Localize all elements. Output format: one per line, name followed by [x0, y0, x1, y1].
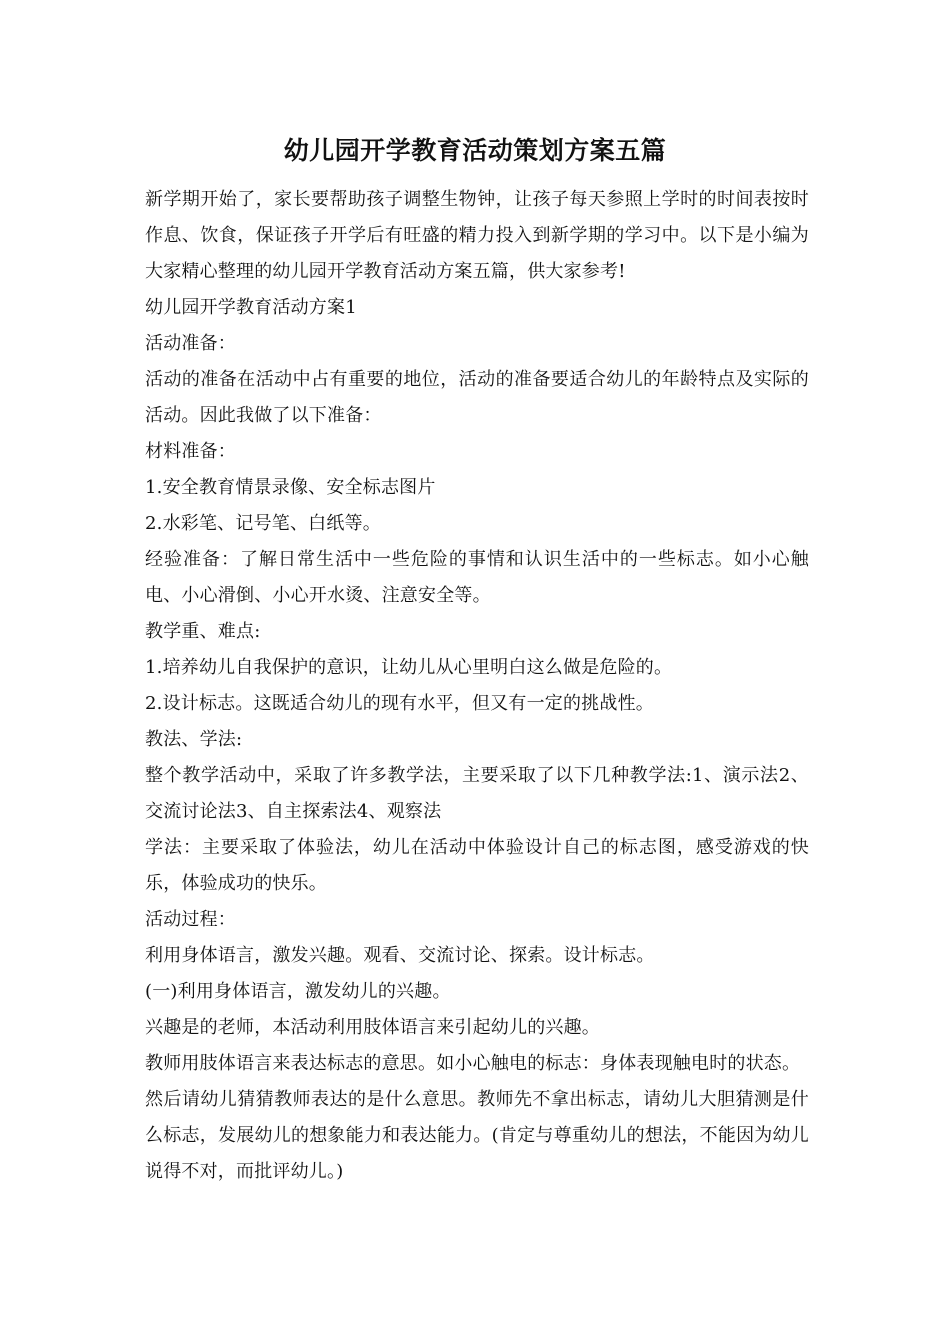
paragraph-learning-methods: 学法：主要采取了体验法，幼儿在活动中体验设计自己的标志图，感受游戏的快乐，体验成功的快乐。	[145, 837, 809, 894]
paragraph-interest: 兴趣是的老师，本活动利用肢体语言来引起幼儿的兴趣。	[145, 1017, 600, 1038]
heading-material-preparation: 材料准备：	[145, 441, 236, 462]
document-body	[145, 182, 809, 1190]
document-title: 幼儿园开学教育活动策划方案五篇	[283, 136, 667, 165]
paragraph-intro: 新学期开始了，家长要帮助孩子调整生物钟，让孩子每天参照上学时的时间表按时作息、饮食，保证孩子开学后有旺盛的精力投入到新学期的学习中。以下是小编为大家精心整理的幼儿园开学教育活动方案五篇，供大家参考!	[145, 189, 809, 282]
list-item-key-point-2: 2.设计标志。这既适合幼儿的现有水平，但又有一定的挑战性。	[145, 693, 654, 714]
paragraph-guessing: 然后请幼儿猜猜教师表达的是什么意思。教师先不拿出标志，请幼儿大胆猜测是什么标志，发展幼儿的想象能力和表达能力。(肯定与尊重幼儿的想法，不能因为幼儿说得不对，而批评幼儿。)	[145, 1089, 809, 1182]
paragraph-preparation: 活动的准备在活动中占有重要的地位，活动的准备要适合幼儿的年龄特点及实际的活动。因此我做了以下准备：	[145, 369, 809, 426]
list-item-material-2: 2.水彩笔、记号笔、白纸等。	[145, 513, 381, 534]
heading-key-points: 教学重、难点:	[145, 621, 261, 642]
paragraph-experience-preparation: 经验准备：了解日常生活中一些危险的事情和认识生活中的一些标志。如小心触电、小心滑倒、小心开水烫、注意安全等。	[145, 549, 809, 606]
subheading-step-1: (一)利用身体语言，激发幼儿的兴趣。	[145, 981, 451, 1002]
heading-teaching-methods: 教法、学法:	[145, 729, 243, 750]
heading-activity-preparation: 活动准备：	[145, 333, 236, 354]
paragraph-teaching-methods: 整个教学活动中，采取了许多教学法，主要采取了以下几种教学法:1、演示法2、交流讨论法3、自主探索法4、观察法	[145, 765, 809, 822]
heading-activity-process: 活动过程：	[145, 909, 236, 930]
paragraph-process-overview: 利用身体语言，激发兴趣。观看、交流讨论、探索。设计标志。	[145, 945, 655, 966]
paragraph-body-language: 教师用肢体语言来表达标志的意思。如小心触电的标志：身体表现触电时的状态。	[145, 1053, 801, 1074]
list-item-key-point-1: 1.培养幼儿自我保护的意识，让幼儿从心里明白这么做是危险的。	[145, 657, 673, 678]
section-heading-plan-1: 幼儿园开学教育活动方案1	[145, 297, 357, 318]
list-item-material-1: 1.安全教育情景录像、安全标志图片	[145, 477, 436, 498]
